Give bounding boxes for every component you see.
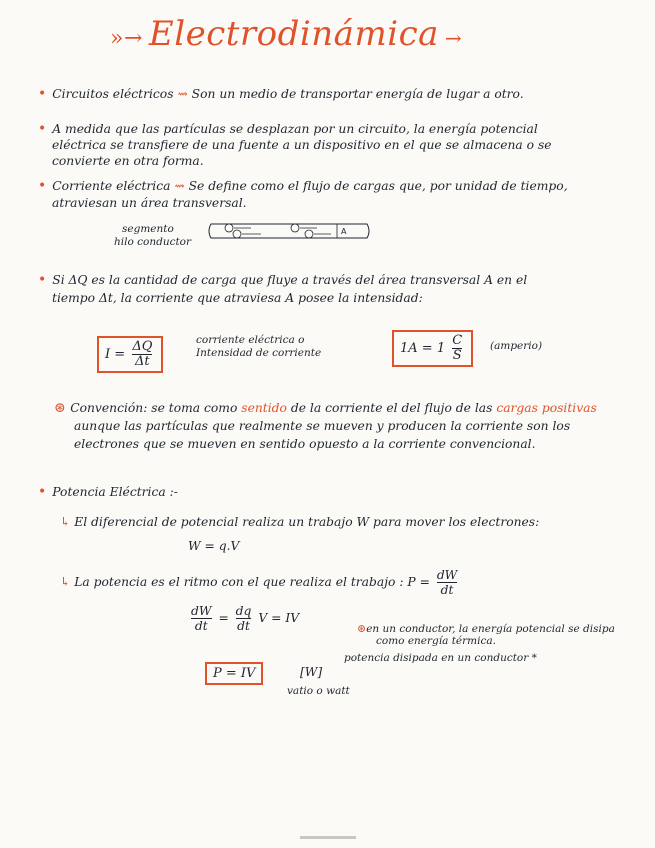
thermal-note1 — [357, 622, 615, 636]
area-label: A — [341, 227, 347, 236]
dissipated-power-note: potencia disipada en un conductor * — [344, 652, 537, 664]
unit-name: (amperio) — [490, 340, 543, 352]
formula-lhs: I = — [105, 347, 126, 362]
bullet-particulas — [38, 121, 538, 138]
thermal-note1-text: en un conductor, la energía potencial se disipa — [366, 623, 615, 635]
deriv-rhs: V = IV — [258, 611, 300, 625]
corriente-line2: atraviesan un área transversal. — [52, 196, 247, 210]
power-formula-box — [205, 662, 263, 685]
bullet-icon: • — [38, 121, 47, 137]
watt-unit: [W] — [300, 665, 323, 679]
intensidad-line2: tiempo Δt, la corriente que atraviesa A posee la intensidad: — [52, 291, 423, 305]
wire-label-hilo: hilo conductor — [114, 236, 192, 248]
particulas-line3: convierte en otra forma. — [52, 154, 204, 168]
squiggle-arrow-icon: ⇝ — [177, 87, 192, 101]
unit-formula-box — [392, 330, 473, 367]
deriv-num1: dW — [191, 604, 212, 618]
conv-1b: sentido — [241, 401, 287, 415]
particulas-line2: eléctrica se transfiere de una fuente a un dispositivo en el que se almacena o se — [52, 138, 552, 152]
potencia-line2-text: La potencia es el ritmo con el que realiza el trabajo : — [74, 575, 404, 589]
power-derivation — [188, 604, 299, 633]
conv-1c: de la corriente el del flujo de las — [290, 401, 493, 415]
circuitos-label: Circuitos eléctricos — [52, 87, 174, 101]
bullet-potencia — [38, 484, 178, 501]
page-title — [110, 14, 462, 54]
page-edge-bar — [300, 836, 356, 839]
title-text: Electrodinámica — [148, 14, 439, 54]
power-eq-lhs: P = — [407, 575, 430, 589]
convencion-line1 — [54, 400, 597, 417]
potencia-line1 — [60, 514, 539, 531]
watt-name: vatio o watt — [287, 685, 350, 697]
intensidad-line1: Si ΔQ es la cantidad de carga que fluye a través del área transversal A en el — [52, 273, 528, 287]
bullet-intensidad — [38, 272, 527, 289]
bullet-icon: • — [38, 484, 47, 500]
bullet-corriente — [38, 178, 568, 195]
arrow-right-icon: → — [444, 26, 463, 50]
power-formula: P = IV — [205, 662, 263, 685]
unit-lhs: 1A = 1 — [400, 341, 446, 356]
bullet-icon: • — [38, 178, 47, 194]
bullet-icon: • — [38, 86, 47, 102]
power-eq-den: dt — [440, 583, 454, 597]
hook-arrow-icon: ↳ — [60, 575, 75, 589]
conv-1a: Convención: se toma como — [70, 401, 238, 415]
intensity-desc1: corriente eléctrica o — [196, 334, 305, 346]
intensity-desc2: Intensidad de corriente — [196, 347, 322, 359]
particulas-line1: A medida que las partículas se desplazan por un circuito, la energía potencial — [52, 122, 538, 136]
conductor-wire-diagram — [205, 221, 373, 241]
wire-label-segmento: segmento — [122, 223, 174, 235]
hook-arrow-icon: ↳ — [60, 515, 75, 529]
work-equation: W = q.V — [188, 539, 240, 553]
potencia-label: Potencia Eléctrica :- — [52, 485, 178, 499]
bullet-icon: • — [38, 272, 47, 288]
power-eq-num: dW — [436, 568, 458, 582]
deriv-den1: dt — [194, 619, 208, 633]
formula-num: ΔQ — [132, 339, 153, 354]
squiggle-arrow-icon: ⇝ — [174, 179, 189, 193]
corriente-line1: Se define como el flujo de cargas que, por unidad de tiempo, — [188, 179, 568, 193]
convencion-line3: electrones que se mueven en sentido opuesto a la corriente convencional. — [74, 437, 536, 451]
deriv-eq: = — [218, 611, 229, 625]
intensity-formula-box — [97, 336, 163, 373]
asterisk-circle-icon: ⊛ — [357, 622, 367, 635]
bullet-circuitos — [38, 86, 524, 103]
unit-num: C — [452, 333, 463, 348]
thermal-note2: como energía térmica. — [376, 635, 496, 647]
potencia-line2 — [60, 568, 460, 597]
circuitos-text: Son un medio de transportar energía de lugar a otro. — [191, 87, 524, 101]
deriv-den2: dt — [237, 619, 250, 633]
double-arrow-icon: »→ — [110, 26, 143, 51]
deriv-num2: dq — [235, 604, 252, 618]
asterisk-circle-icon: ⊛ — [54, 400, 71, 416]
potencia-line1-text: El diferencial de potencial realiza un trabajo W para mover los electrones: — [74, 515, 540, 529]
unit-den: S — [452, 348, 462, 363]
conv-1d: cargas positivas — [496, 401, 597, 415]
formula-den: Δt — [135, 354, 150, 369]
corriente-label: Corriente eléctrica — [52, 179, 171, 193]
convencion-line2: aunque las partículas que realmente se mueven y producen la corriente son los — [74, 419, 571, 433]
